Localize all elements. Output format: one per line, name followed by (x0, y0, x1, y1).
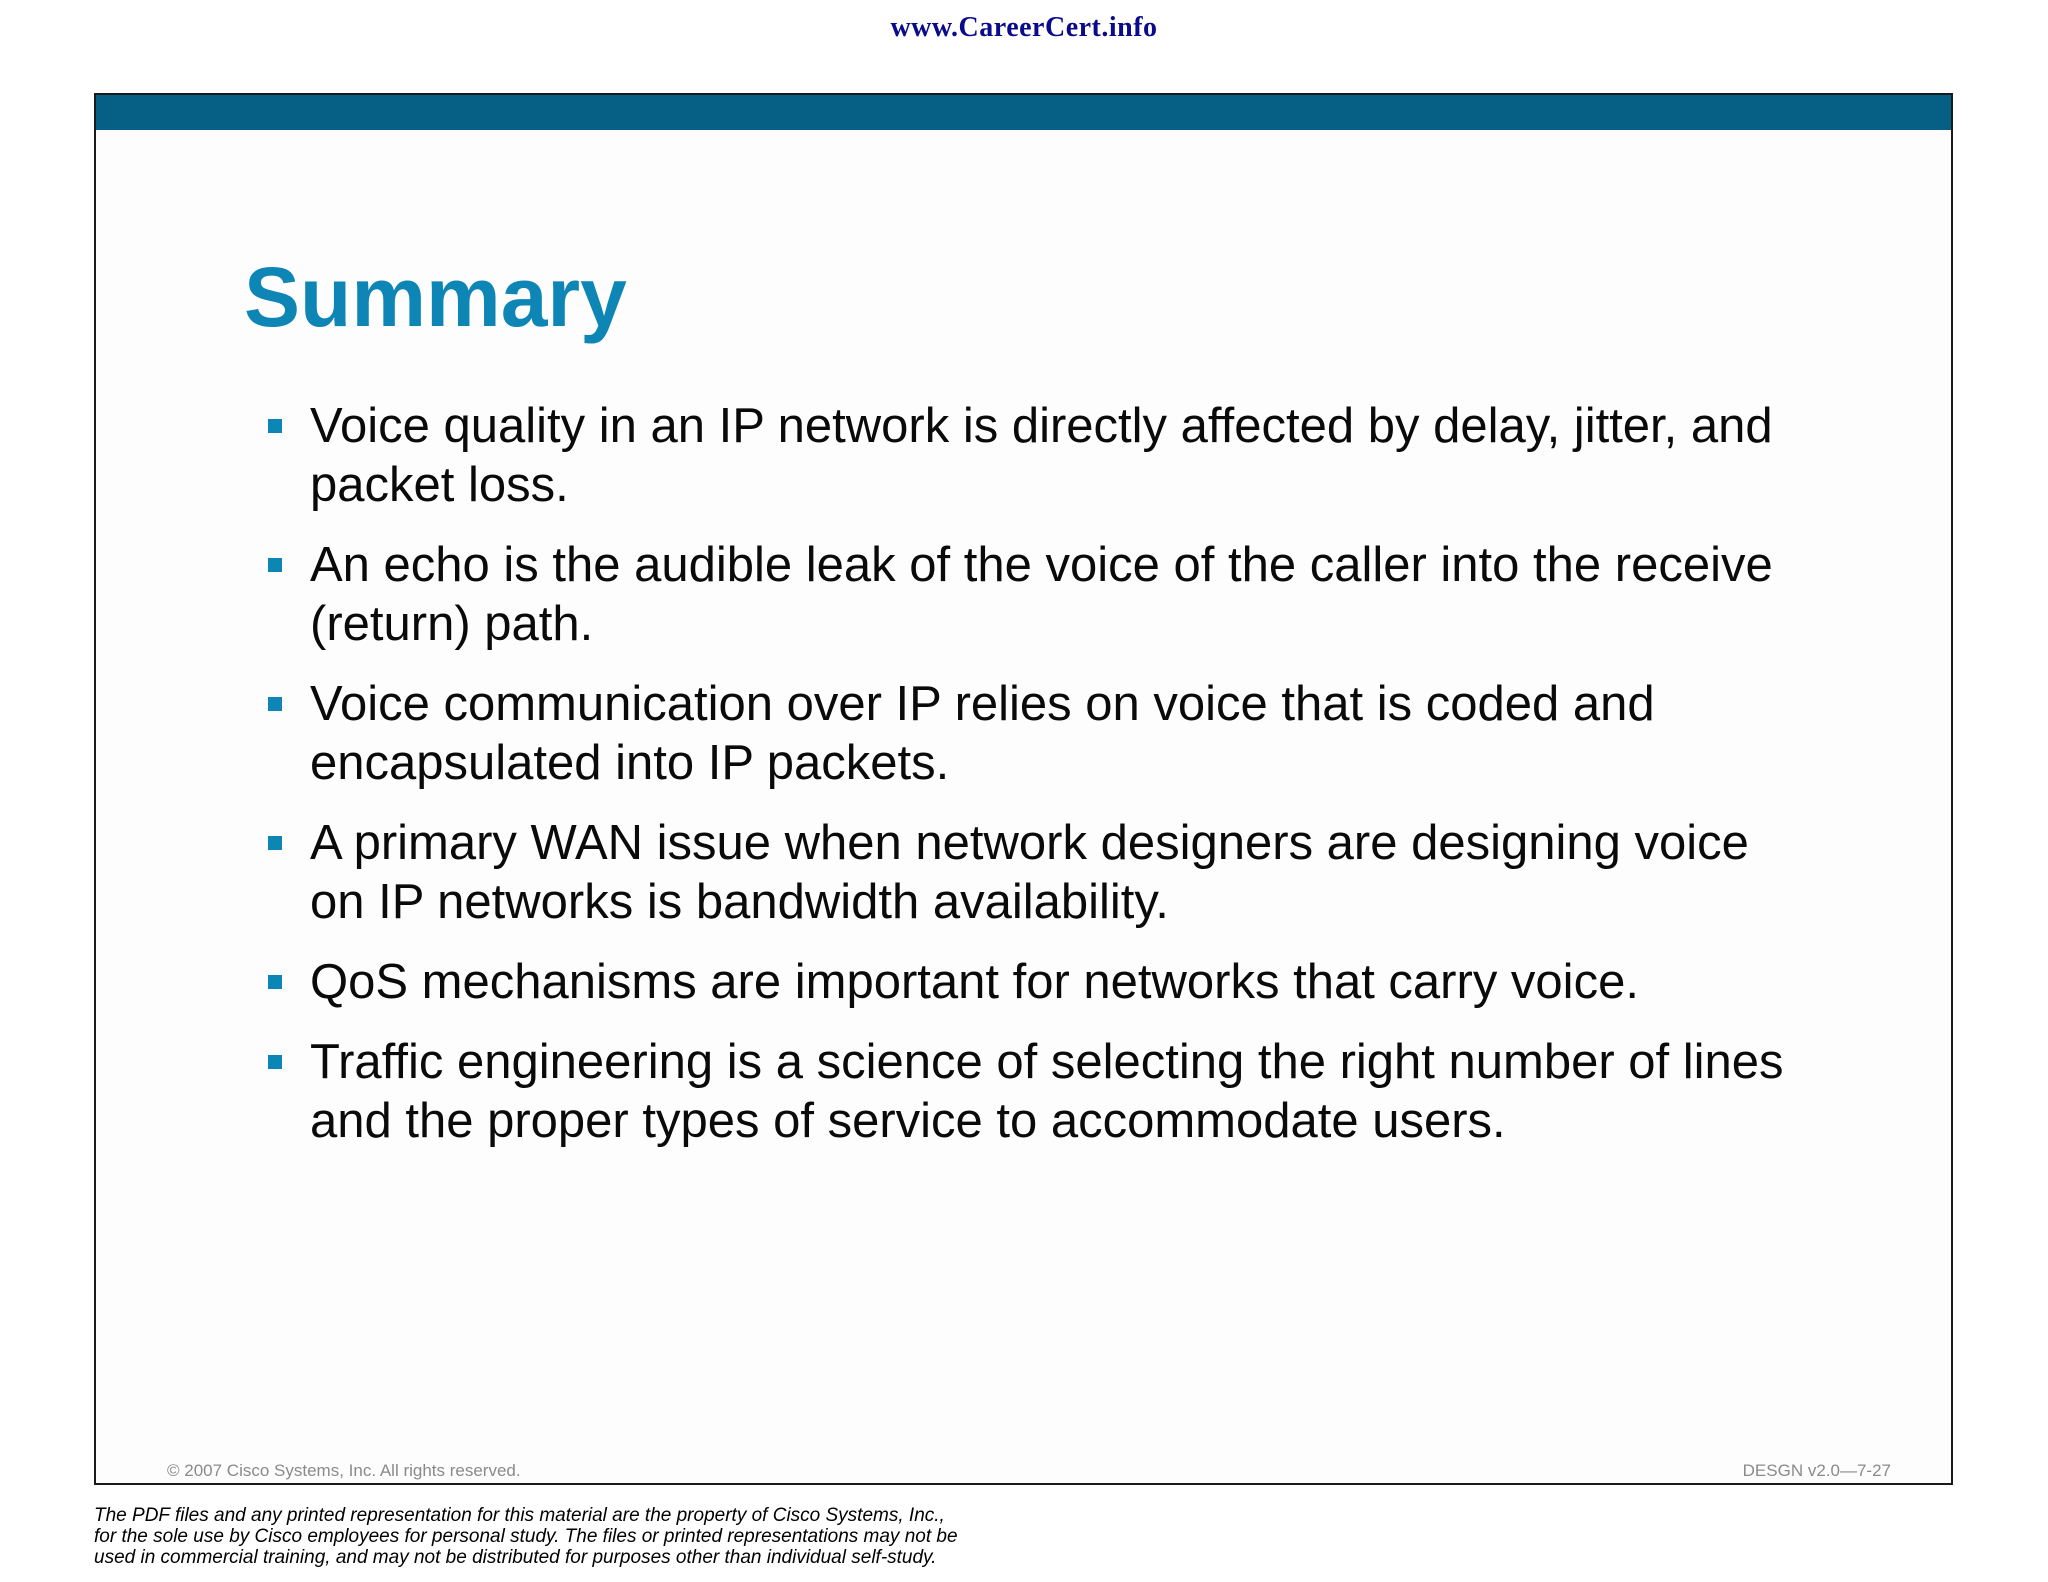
bullet-text: Voice quality in an IP network is directly affected by delay, jitter, and packet loss. (310, 399, 1773, 512)
square-bullet-icon (268, 697, 282, 711)
bullet-item (266, 953, 1806, 1012)
square-bullet-icon (268, 558, 282, 572)
square-bullet-icon (268, 975, 282, 989)
bullet-text: An echo is the audible leak of the voice of the caller into the receive (return) path. (310, 538, 1773, 651)
copyright-notice: © 2007 Cisco Systems, Inc. All rights reserved. (167, 1461, 521, 1480)
square-bullet-icon (268, 419, 282, 433)
disclaimer-line: for the sole use by Cisco employees for personal study. The files or printed representations may not be (94, 1526, 958, 1547)
bullet-text: Traffic engineering is a science of selecting the right number of lines and the proper types of service to accommodate users. (310, 1035, 1784, 1148)
slide-top-bar (96, 95, 1951, 130)
bullet-item (266, 814, 1806, 932)
disclaimer-line: used in commercial training, and may not be distributed for purposes other than individual self-study. (94, 1547, 937, 1568)
disclaimer-line: The PDF files and any printed representation for this material are the property of Cisco Systems, Inc., (94, 1505, 945, 1526)
bullet-item (266, 675, 1806, 793)
bullet-text: A primary WAN issue when network designers are designing voice on IP networks is bandwidth availability. (310, 816, 1749, 929)
slide-code-label: DESGN v2.0—7-27 (1742, 1461, 1891, 1480)
slide-title: Summary (244, 250, 627, 344)
bullet-item (266, 1033, 1806, 1151)
site-url-header: www.CareerCert.info (890, 12, 1158, 43)
summary-bullet-list (266, 397, 1806, 1172)
bullet-text: Voice communication over IP relies on voice that is coded and encapsulated into IP packets. (310, 677, 1655, 790)
disclaimer-text (94, 1505, 1194, 1568)
square-bullet-icon (268, 1055, 282, 1069)
bullet-item (266, 536, 1806, 654)
bullet-text: QoS mechanisms are important for networks that carry voice. (310, 955, 1639, 1009)
slide-frame (94, 93, 1953, 1485)
bullet-item (266, 397, 1806, 515)
square-bullet-icon (268, 836, 282, 850)
